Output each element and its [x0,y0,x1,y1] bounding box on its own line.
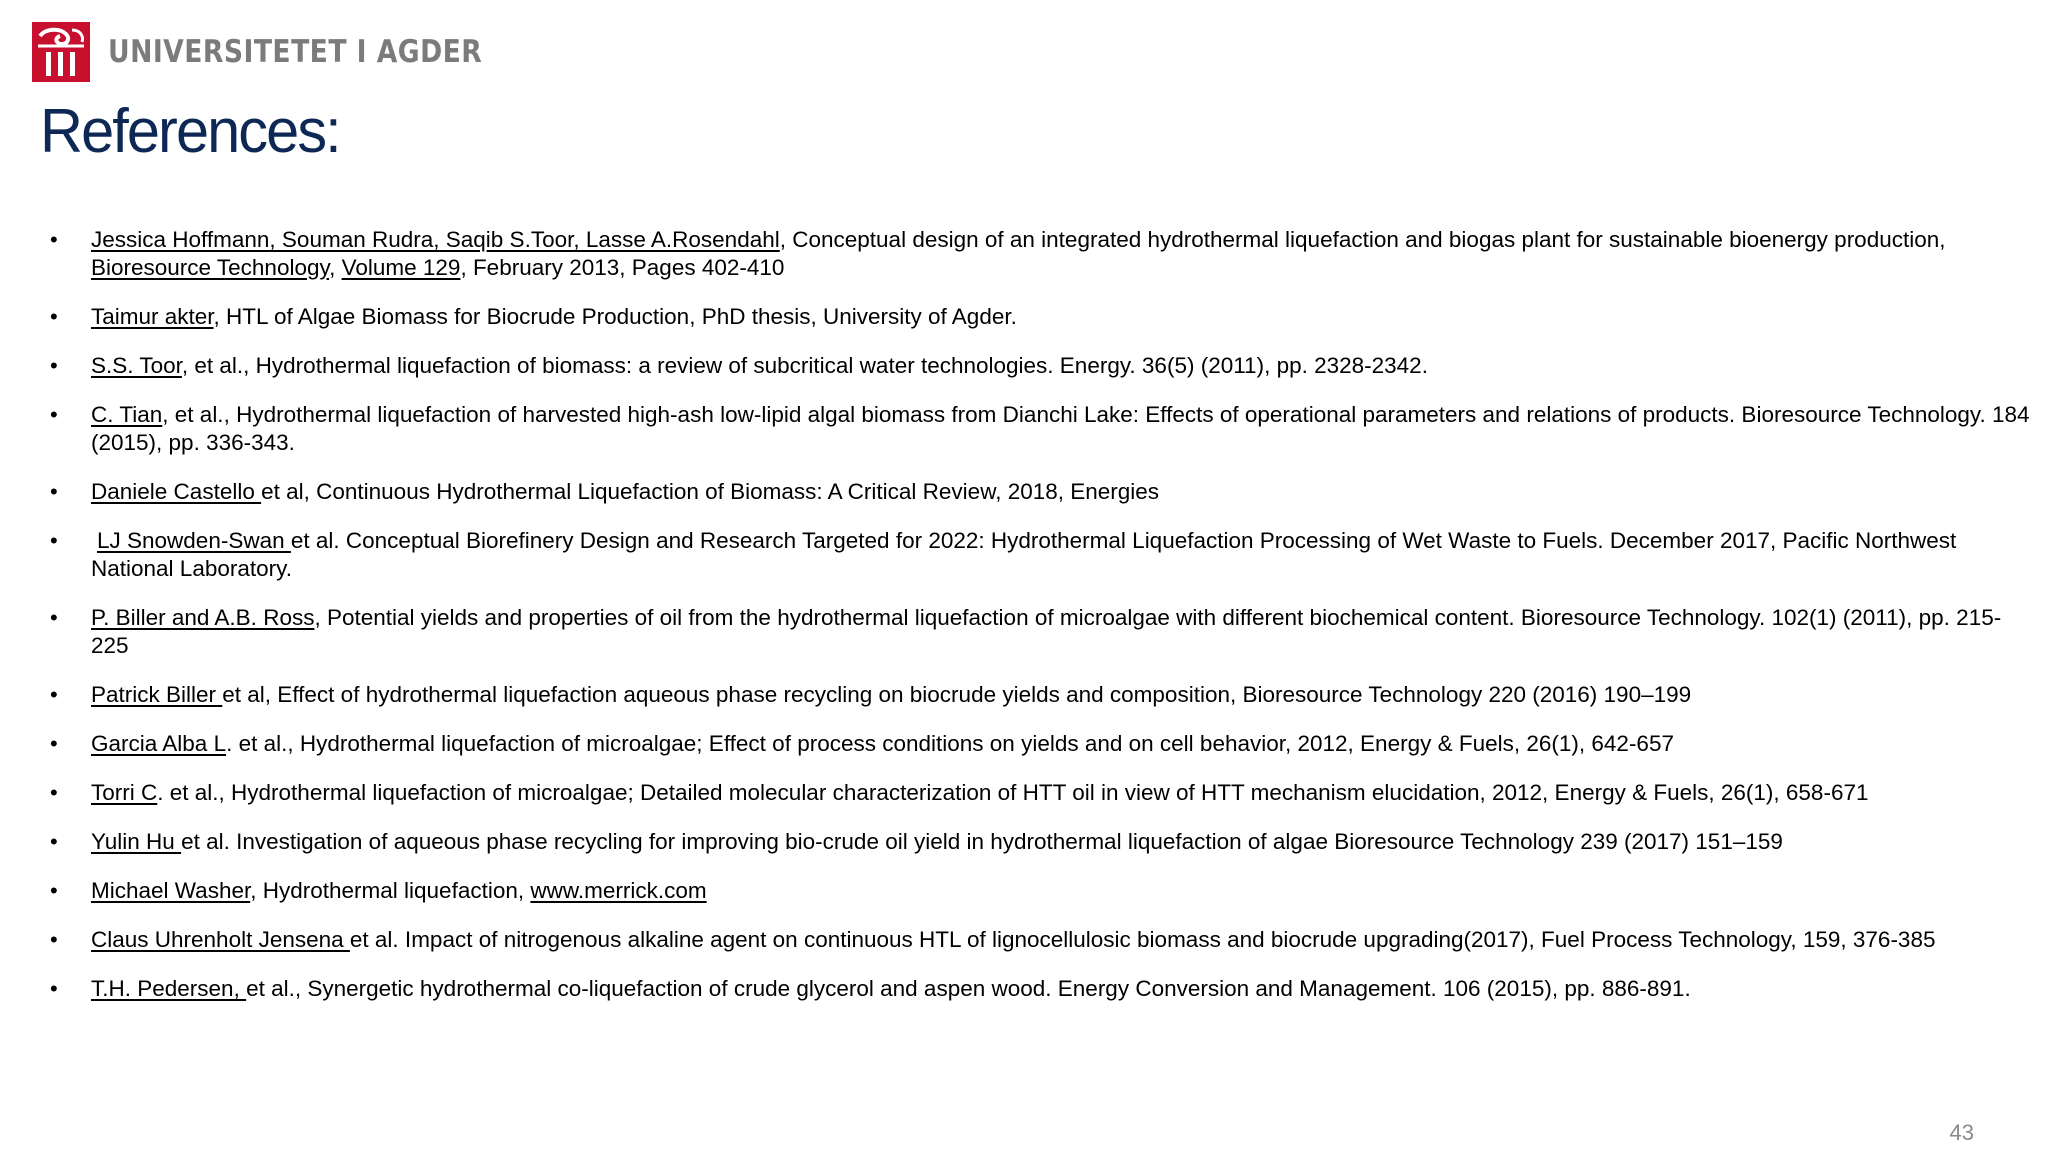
reference-item-12 [50,877,2030,905]
reference-text: . et al., Hydrothermal liquefaction of microalgae; Effect of process conditions on yields and on cell behavior, 2012, Energy & Fuels, 26(1), 642-657 [226,731,1674,756]
reference-text: , Conceptual design of an integrated hydrothermal liquefaction and biogas plant for sustainable bioenergy production, [779,227,1946,252]
bullet-icon: • [50,976,58,1001]
journal-link[interactable]: Bioresource Technology [91,255,330,280]
reference-text: , et al., Hydrothermal liquefaction of biomass: a review of subcritical water technologies. Energy. 36(5) (2011), pp. 2328-2342. [181,353,1428,378]
reference-authors-link[interactable]: Daniele Castello [91,479,262,504]
reference-text: et al., Synergetic hydrothermal co-liquefaction of crude glycerol and aspen wood. Energy Conversion and Management. 106 (2015), pp. 886-891. [246,976,1691,1001]
reference-text: , Potential yields and properties of oil from the hydrothermal liquefaction of microalgae with different biochemical content. Bioresource Technology. 102(1) (2011), pp. 215-225 [91,605,2002,658]
bullet-icon: • [50,353,58,378]
reference-authors-link[interactable]: Yulin Hu [91,829,182,854]
reference-text: et al. Conceptual Biorefinery Design and Research Targeted for 2022: Hydrothermal Liquefaction Processing of Wet Waste to Fuels. December 2017, Pacific Northwest National Laboratory. [91,528,1957,581]
reference-item-4 [50,401,2030,457]
reference-authors-link[interactable]: Jessica Hoffmann, Souman Rudra, Saqib S.Toor, Lasse A.Rosendahl [91,227,780,252]
reference-authors-link[interactable]: Claus Uhrenholt Jensena [91,927,350,952]
reference-text: , February 2013, Pages 402-410 [460,255,785,280]
reference-item-8 [50,681,2030,709]
university-logo [32,22,543,82]
bullet-icon: • [50,528,58,553]
reference-text: , HTL of Algae Biomass for Biocrude Production, PhD thesis, University of Agder. [213,304,1017,329]
bullet-icon: • [50,829,58,854]
reference-text: , et al., Hydrothermal liquefaction of harvested high-ash low-lipid algal biomass from Dianchi Lake: Effects of operational parameters and relations of products. Bioresource Technology. 184 (2015), pp. 336-343. [91,402,2030,455]
bullet-icon: • [50,878,58,903]
reference-item-1 [50,226,2030,282]
reference-authors-link[interactable]: P. Biller and A.B. Ross [91,605,315,630]
university-seal-icon [32,22,90,82]
website-link[interactable]: www.merrick.com [530,878,707,903]
reference-item-7 [50,604,2030,660]
bullet-icon: • [50,682,58,707]
reference-authors-link[interactable]: Garcia Alba L [91,731,227,756]
reference-authors-link[interactable]: Taimur akter [91,304,214,329]
reference-item-14 [50,975,2030,1003]
reference-separator: , [329,255,342,280]
bullet-icon: • [50,402,58,427]
reference-item-2 [50,303,2030,331]
reference-authors-link[interactable]: S.S. Toor [91,353,182,378]
reference-list [50,226,2030,1024]
university-name: UNIVERSITETET I AGDER [108,34,483,70]
bullet-icon: • [50,227,58,252]
reference-authors-link[interactable]: T.H. Pedersen, [91,976,247,1001]
volume-link[interactable]: Volume 129 [341,255,461,280]
reference-text: , Hydrothermal liquefaction, [250,878,531,903]
reference-text: et al, Effect of hydrothermal liquefaction aqueous phase recycling on biocrude yields and composition, Bioresource Technology 220 (2016) 190–199 [222,682,1692,707]
reference-authors-link[interactable]: C. Tian [91,402,163,427]
reference-item-10 [50,779,2030,807]
reference-authors-link[interactable]: LJ Snowden-Swan [97,528,291,553]
bullet-icon: • [50,605,58,630]
reference-item-13 [50,926,2030,954]
reference-text: . et al., Hydrothermal liquefaction of microalgae; Detailed molecular characterization of HTT oil in view of HTT mechanism elucidation, 2012, Energy & Fuels, 26(1), 658-671 [157,780,1869,805]
page-number: 43 [1949,1120,1974,1145]
reference-item-3 [50,352,2030,380]
reference-text: et al, Continuous Hydrothermal Liquefaction of Biomass: A Critical Review, 2018, Energies [261,479,1160,504]
reference-item-11 [50,828,2030,856]
bullet-icon: • [50,780,58,805]
reference-item-9 [50,730,2030,758]
reference-authors-link[interactable]: Patrick Biller [91,682,223,707]
bullet-icon: • [50,927,58,952]
page-title: References: [40,97,340,166]
reference-text: et al. Impact of nitrogenous alkaline agent on continuous HTL of lignocellulosic biomass and biocrude upgrading(2017), Fuel Process Technology, 159, 376-385 [349,927,1936,952]
bullet-icon: • [50,731,58,756]
reference-text: et al. Investigation of aqueous phase recycling for improving bio-crude oil yield in hydrothermal liquefaction of algae Bioresource Technology 239 (2017) 151–159 [181,829,1783,854]
bullet-icon: • [50,479,58,504]
reference-item-6 [50,527,2030,583]
reference-item-5 [50,478,2030,506]
reference-authors-link[interactable]: Torri C [91,780,158,805]
bullet-icon: • [50,304,58,329]
reference-authors-link[interactable]: Michael Washer [91,878,251,903]
